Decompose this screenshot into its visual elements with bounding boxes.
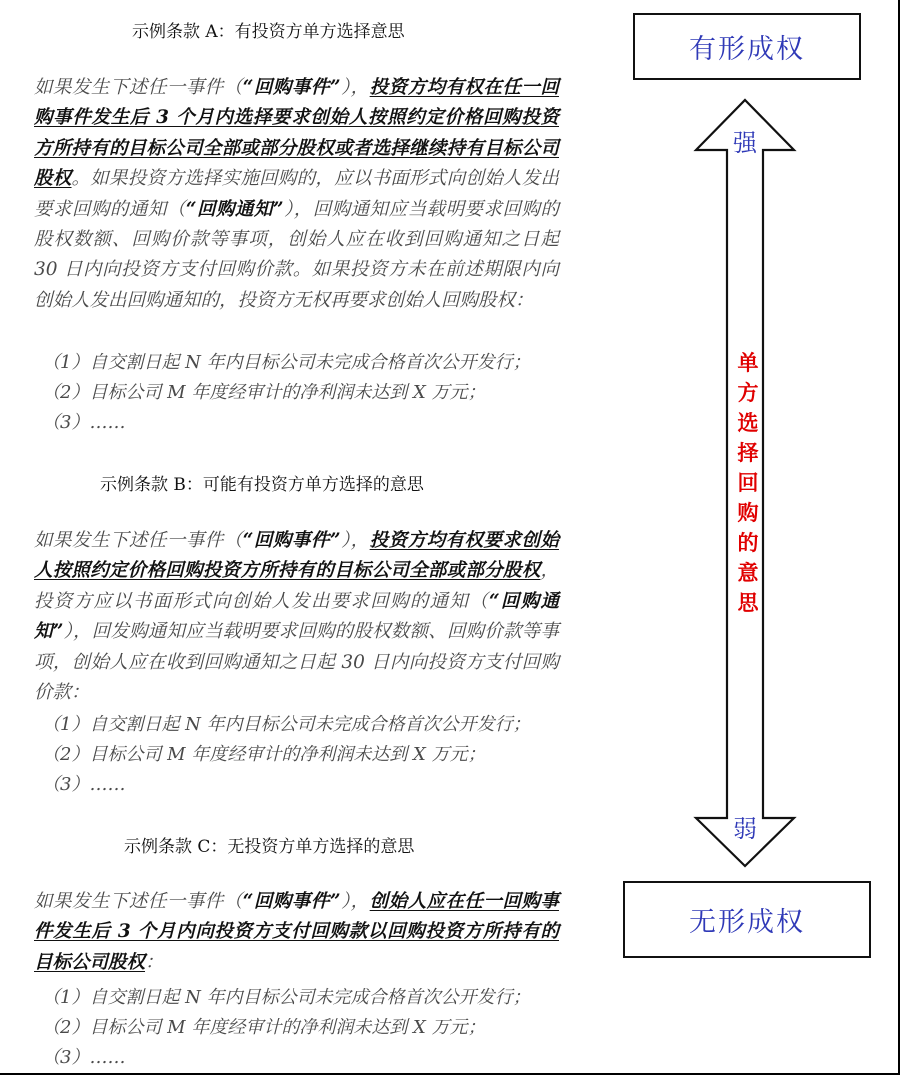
weak-label: 弱 — [733, 815, 757, 843]
clause-c-item-2: （2）目标公司 M 年度经审计的净利润未达到 X 万元； — [42, 1017, 486, 1038]
clause-a-item-3: （3）…… — [42, 412, 126, 433]
axis-char: 择 — [737, 440, 759, 465]
axis-char: 选 — [737, 410, 759, 435]
clause-a-item-1: （1）自交割日起 N 年内目标公司未完成合格首次公开发行； — [42, 352, 531, 373]
bottom-box-no-formation-right: 无形成权 — [623, 881, 871, 958]
clause-a-item-2: （2）目标公司 M 年度经审计的净利润未达到 X 万元； — [42, 382, 486, 403]
clause-a-title: 示例条款 A：有投资方单方选择意思 — [132, 22, 405, 42]
clause-c-title: 示例条款 C：无投资方单方选择的意思 — [124, 837, 415, 857]
clause-b-paragraph: 如果发生下述任一事件（“回购事件”），投资方均有权要求创始人按照约定价格回购投资方所持有的目标公司全部或部分股权，投资方应以书面形式向创始人发出要求回购的通知（“回购通知”），回发购通知应当载明要求回购的股权数额、回购价款等事项，创始人应在收到回购通知之日起 30 日内向投资方支付回购价款： — [34, 530, 559, 704]
clause-b-title: 示例条款 B：可能有投资方单方选择的意思 — [100, 475, 424, 495]
axis-char: 思 — [737, 590, 759, 615]
clause-c-paragraph: 如果发生下述任一事件（“回购事件”），创始人应在任一回购事件发生后 3 个月内向投资方支付回购款以回购投资方所持有的目标公司股权： — [34, 891, 559, 973]
axis-char: 方 — [737, 380, 759, 405]
clause-c-item-3: （3）…… — [42, 1047, 126, 1068]
clause-b-item-2: （2）目标公司 M 年度经审计的净利润未达到 X 万元； — [42, 744, 486, 765]
clause-b-item-1: （1）自交割日起 N 年内目标公司未完成合格首次公开发行； — [42, 714, 531, 735]
axis-char: 回 — [737, 470, 759, 495]
axis-char: 意 — [737, 560, 759, 585]
strong-label: 强 — [733, 129, 757, 157]
clause-c-item-1: （1）自交割日起 N 年内目标公司未完成合格首次公开发行； — [42, 987, 531, 1008]
top-box-formation-right: 有形成权 — [633, 13, 861, 80]
axis-char: 单 — [737, 350, 759, 375]
clause-b-item-3: （3）…… — [42, 774, 126, 795]
clause-a-paragraph: 如果发生下述任一事件（“回购事件”），投资方均有权在任一回购事件发生后 3 个月内选择要求创始人按照约定价格回购投资方所持有的目标公司全部或部分股权或者选择继续持有目标公司股权。如果投资方选择实施回购的，应以书面形式向创始人发出要求回购的通知（“回购通知”），回购通知应当载明要求回购的股权数额、回购价款等事项，创始人应在收到回购通知之日起 30 日内向投资方支付回购价款。如果投资方未在前述期限内向创始人发出回购通知的，投资方无权再要求创始人回购股权： — [34, 77, 559, 311]
axis-char: 的 — [737, 530, 759, 555]
axis-label-unilateral-choice — [733, 348, 763, 618]
axis-char: 购 — [737, 500, 759, 525]
